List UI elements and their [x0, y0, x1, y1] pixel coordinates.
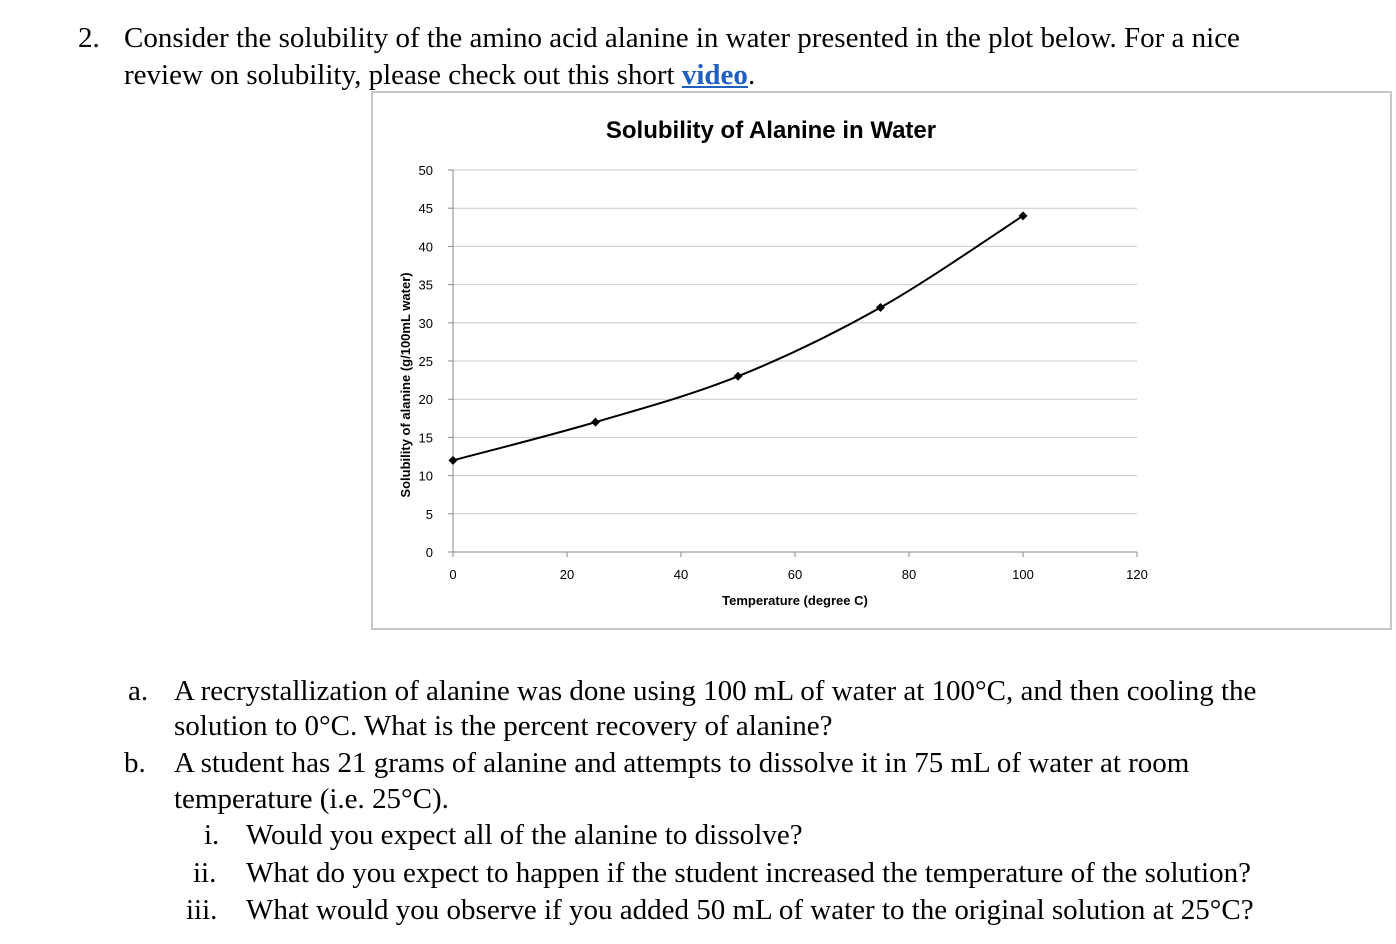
y-tick-label-0: 0 [425, 545, 433, 560]
x-tick-label-0: 0 [449, 567, 457, 582]
x-axis-title: Temperature (degree C) [722, 593, 868, 608]
x-tick-label-120: 120 [1126, 567, 1148, 582]
x-tick-label-80: 80 [901, 567, 917, 582]
data-point-75 [876, 303, 885, 312]
subpart-ii-text: What do you expect to happen if the student increased the temperature of the solution? [246, 857, 1251, 889]
y-tick-label-10: 10 [418, 468, 433, 484]
question-number: 2. [78, 22, 100, 54]
y-tick-label-25: 25 [418, 354, 433, 369]
y-axis-title: Solubility of alanine (g/100mL water) [398, 272, 413, 498]
data-point-25 [591, 418, 600, 427]
part-a-label: a. [128, 675, 149, 707]
subpart-iii-label: iii. [186, 894, 218, 926]
y-tick-label-35: 35 [418, 277, 433, 293]
y-tick-label-20: 20 [418, 392, 433, 408]
y-tick-label-40: 40 [418, 239, 433, 255]
x-tick-label-60: 60 [787, 567, 803, 582]
series-line-0 [453, 216, 1023, 460]
solubility-chart [371, 91, 1392, 630]
part-a-line-2: solution to 0°C. What is the percent recovery of alanine? [174, 710, 833, 742]
subpart-ii-label: ii. [193, 857, 217, 889]
question-text-1: Consider the solubility of the amino acid alanine in water presented in the plot below. For a nice [124, 22, 1240, 54]
subpart-iii-text: What would you observe if you added 50 mL of water to the original solution at 25°C? [246, 894, 1254, 926]
data-point-0 [449, 456, 458, 465]
chart-svg [373, 93, 1390, 628]
chart-title: Solubility of Alanine in Water [605, 117, 937, 144]
y-tick-label-50: 50 [418, 163, 433, 178]
y-tick-label-45: 45 [418, 201, 433, 217]
x-tick-label-100: 100 [1012, 567, 1034, 582]
subpart-i-label: i. [204, 819, 220, 851]
y-tick-label-5: 5 [425, 506, 433, 522]
y-tick-label-15: 15 [418, 430, 433, 446]
x-tick-label-20: 20 [559, 567, 575, 582]
video-link[interactable]: video [681, 59, 748, 91]
question-text-2-start: review on solubility, please check out this short [124, 59, 682, 91]
x-tick-label-40: 40 [673, 567, 689, 582]
question-text-2-end: . [747, 59, 756, 91]
part-b-line-1: A student has 21 grams of alanine and attempts to dissolve it in 75 mL of water at room [174, 747, 1190, 779]
part-a-line-1: A recrystallization of alanine was done using 100 mL of water at 100°C, and then cooling the [174, 675, 1257, 707]
subpart-i-text: Would you expect all of the alanine to dissolve? [246, 819, 803, 851]
y-tick-label-30: 30 [418, 315, 433, 331]
question-text-2 [124, 58, 755, 92]
data-point-50 [734, 372, 743, 381]
part-b-label: b. [124, 747, 146, 779]
part-b-line-2: temperature (i.e. 25°C). [174, 783, 449, 815]
